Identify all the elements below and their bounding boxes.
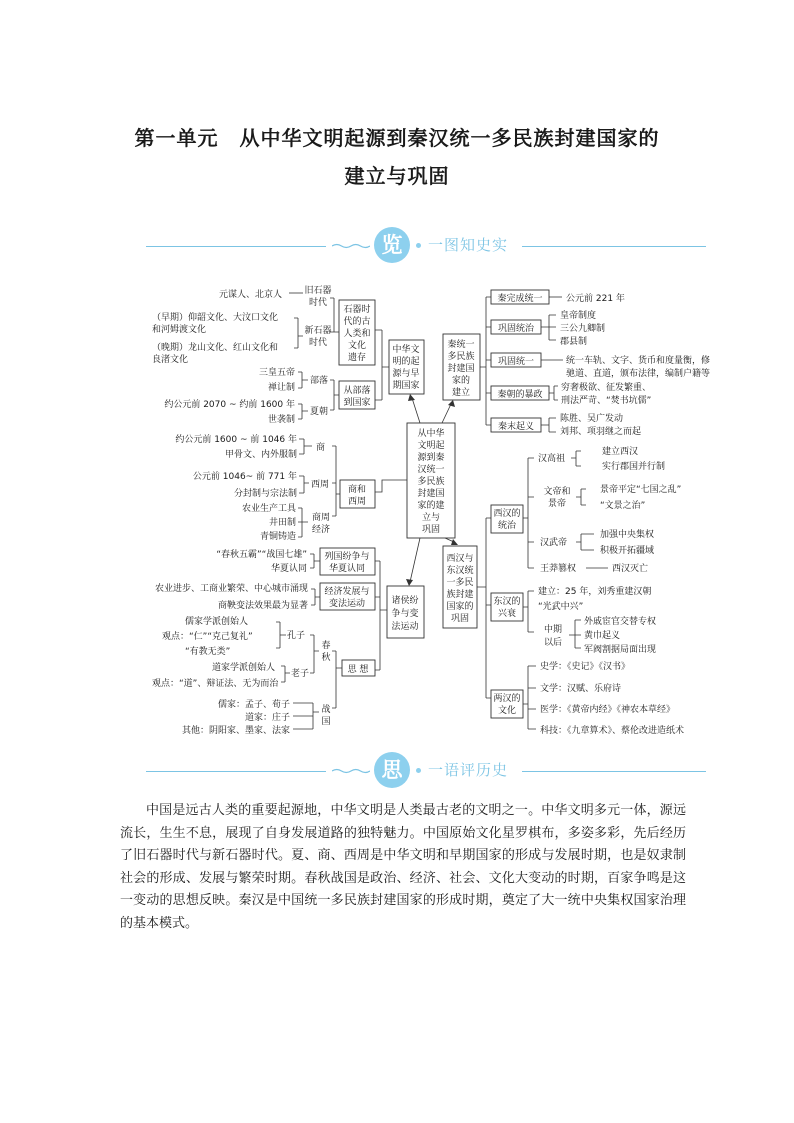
page-title-line2: 建立与巩固: [344, 164, 450, 188]
qin-unify-text: 秦完成统一: [497, 294, 543, 304]
war-items: “春秋五霸”“战国七雄”华夏认同: [216, 550, 307, 574]
western-han-text: 西汉的统治: [493, 509, 521, 531]
bracket-war: [310, 554, 320, 568]
bracket-warring-states: [293, 703, 319, 729]
tribe-items: 三皇五帝禅让制: [258, 368, 295, 393]
banner-badge: 思: [374, 752, 410, 788]
bracket-eastern-han: [523, 591, 534, 632]
qin-unity-text: 巩固统一: [497, 357, 535, 367]
summary-paragraph: 中国是远古人类的重要起源地，中华文明是人类最古老的文明之一。中华文明多元一体，源远流长，生生不息，展现了自身发展道路的独特魅力。中国原始文化星罗棋布，多姿多彩，先后经历了旧石器时代与新石器时代。夏、商、西周是中华文明和早期国家的形成与发展时期，也是奴隶制社会的形成、发展与繁荣时期。春秋战国是政治、经济、社会、文化大变动的时期，百家争鸣是这一变动的思想反映。秦汉是中国统一多民族封建国家的形成时期，奠定了大一统中央集权国家治理的基本模式。: [120, 803, 686, 931]
laozi-items: 道家学派创始人观点：“道”、辩证法、无为而治: [152, 663, 279, 689]
bracket-xia: [298, 404, 308, 419]
banner-subtitle: 一语评历史: [428, 761, 509, 779]
bracket-wudi: [576, 534, 594, 550]
arrow-center-origin: [412, 398, 420, 423]
war-box-text: 列国纷争与华夏认同: [324, 552, 370, 574]
bracket-han-culture: [523, 666, 536, 729]
stone-age-text: 石器时代的古人类和文化遗存: [343, 305, 371, 363]
bracket-western-han: [523, 458, 534, 568]
bracket-laozi: [281, 666, 290, 682]
tribe-state-text: 从部落到国家: [343, 386, 371, 408]
spring-autumn-label: 春秋: [321, 641, 331, 663]
banner-badge: 览: [374, 227, 410, 263]
origin-text: 中华文明的起源与早期国家: [392, 345, 420, 391]
eh-late-items: 外戚宦官交替专权黄巾起义军阀割据局面出现: [584, 617, 657, 655]
han-culture-text: 两汉的文化: [493, 694, 521, 716]
neolithic-items: （早期）仰韶文化、大汶口文化和河姆渡文化（晚期）龙山文化、红山文化和良渚文化: [152, 313, 279, 365]
gaozu-label: 汉高祖: [538, 454, 566, 464]
arrowhead: [408, 394, 415, 401]
bracket-wenjing: [576, 489, 586, 505]
section-banner-reflection: [146, 752, 706, 792]
gaozu-items: 建立西汉实行郡国并行制: [602, 447, 666, 472]
qin-unify-item: 公元前 221 年: [566, 294, 625, 304]
arrowhead: [406, 579, 413, 586]
arrow-center-qin: [442, 404, 451, 423]
bracket-han: [477, 518, 491, 698]
bracket-qin-tyranny: [549, 386, 558, 400]
tribe-label: 部落: [310, 376, 329, 386]
bracket-zhou: [299, 476, 309, 493]
warring-states-label: 战国: [321, 705, 331, 727]
bracket-spring: [310, 635, 319, 673]
qin-end-text: 秦末起义: [497, 422, 535, 432]
bracket-thought: [332, 651, 342, 708]
bracket-tribe: [330, 380, 339, 410]
bracket-qin: [480, 297, 491, 425]
bracket-qin-end: [541, 418, 556, 432]
bracket-shangzhou: [332, 446, 340, 516]
arrowhead: [448, 400, 455, 407]
xia-label: 夏朝: [310, 407, 329, 417]
bracket-neolithic: [294, 318, 303, 348]
bracket-gaozu: [571, 451, 581, 466]
arrow-center-warring: [410, 538, 420, 582]
xia-items: 约公元前 2070 ~ 约前 1600 年世袭制: [164, 400, 295, 425]
qin-tyranny-text: 秦朝的暴政: [497, 390, 543, 400]
zhou-items: 公元前 1046~ 前 771 年分封制与宗法制: [192, 472, 297, 499]
eh-late-label: 中期以后: [543, 625, 563, 648]
bracket-qin-consol: [541, 315, 556, 340]
connector-center-shangzhou: [375, 480, 407, 492]
qin-text: 秦统一多民族封建国家的建立: [447, 340, 475, 398]
paleolithic-label: 旧石器时代: [304, 286, 332, 308]
shang-items: 约公元前 1600 ~ 前 1046 年甲骨文、内外服制: [175, 435, 297, 460]
wenjing-items: 景帝平定“七国之乱” “文景之治”: [600, 485, 682, 511]
thought-box-text: 思 想: [347, 665, 369, 675]
han-text: 西汉与东汉统一多民族封建国家的巩固: [446, 554, 474, 624]
zhou-label: 西周: [311, 480, 330, 490]
warring-text: 诸侯纷争与变法运动: [391, 596, 419, 632]
bracket-eh-late: [569, 620, 581, 648]
neolithic-label: 新石器时代: [304, 326, 332, 348]
wangmang-label: 王莽篡权: [540, 564, 577, 574]
qin-end-items: 陈胜、吴广发动刘邦、项羽继之而起: [560, 414, 642, 437]
confucius-label: 孔子: [287, 631, 306, 641]
wangmang-item: 西汉灭亡: [612, 564, 649, 574]
banner-subtitle: 一图知史实: [428, 236, 509, 254]
qin-unity-items: 统一车轨、文字、货币和度量衡，修驰道、直道，颁布法律，编制户籍等: [566, 356, 711, 379]
wudi-items: 加强中央集权积极开拓疆域: [600, 530, 655, 556]
arrowhead: [451, 539, 458, 545]
bracket-shang: [299, 439, 312, 454]
econ-label: 商周经济: [311, 513, 331, 535]
econ-items: 农业生产工具井田制青铜铸造: [241, 504, 296, 542]
shang-label: 商: [316, 443, 326, 453]
wenjing-label: 文帝和景帝: [543, 487, 571, 509]
bracket-origin: [375, 330, 389, 400]
reform-box-text: 经济发展与变法运动: [324, 587, 370, 609]
paleolithic-item: 元谋人、北京人: [219, 290, 283, 300]
warring-items: 儒家：孟子、荀子道家：庄子其他：阴阳家、墨家、法家: [181, 700, 290, 736]
wudi-label: 汉武帝: [540, 538, 568, 548]
eastern-han-text: 东汉的兴衰: [493, 597, 521, 619]
wave-ornament-icon: [332, 768, 370, 774]
page-title-line1: 第一单元 从中华文明起源到秦汉统一多民族封建国家的: [134, 126, 660, 150]
qin-consol-text: 巩固统治: [497, 324, 535, 334]
dot-icon: [416, 768, 421, 773]
bracket-confucius: [276, 622, 286, 648]
eh-found: 建立：25 年，刘秀重建汉朝“光武中兴”: [538, 587, 652, 612]
reform-items: 农业进步、工商业繁荣、中心城市涌现商鞅变法效果最为显著: [154, 584, 308, 611]
bracket-warring: [375, 561, 387, 670]
bracket-tribe-items: [298, 372, 308, 388]
center-text: 从中华文明起源到秦汉统一多民族封建国家的建立与巩固: [417, 429, 445, 535]
shang-zhou-text: 商和西周: [347, 485, 367, 507]
han-culture-items: 史学：《史记》《汉书》文学：汉赋、乐府诗医学：《黄帝内经》《神农本草经》科技：《九章算术》、蔡伦改进造纸术: [540, 662, 685, 736]
bracket-econ: [298, 508, 308, 537]
laozi-label: 老子: [291, 669, 310, 679]
qin-tyranny-items: 穷奢极欲、征发繁重、刑法严苛、“焚书坑儒”: [561, 383, 652, 406]
qin-consol-items: 皇帝制度三公九卿制郡县制: [560, 311, 606, 347]
confucius-items: 儒家学派创始人观点：“仁”“克己复礼” “有教无类”: [162, 617, 253, 657]
bracket-reform: [311, 589, 320, 605]
